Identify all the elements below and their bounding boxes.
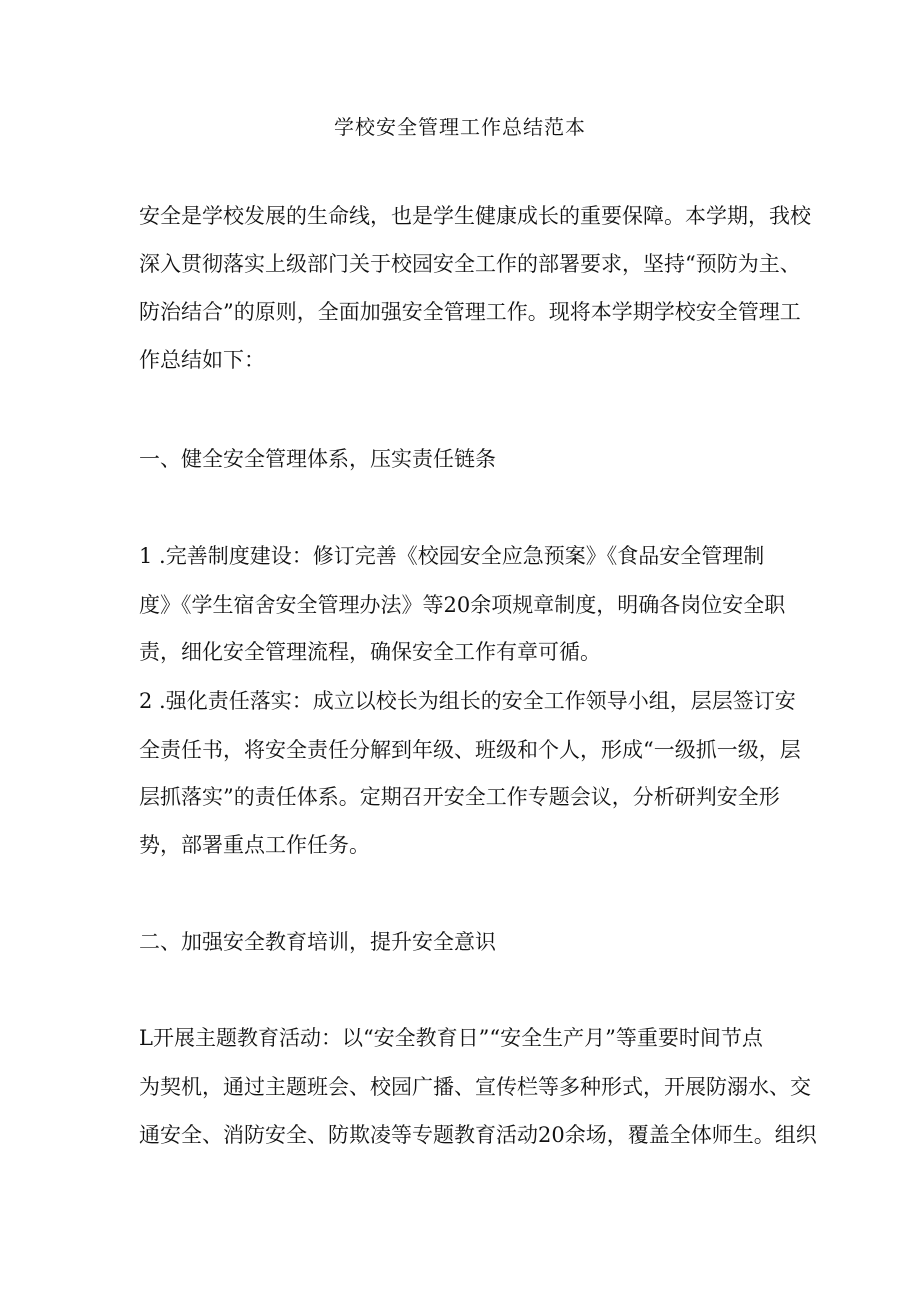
- intro-line: 深入贯彻落实上级部门关于校园安全工作的部署要求，坚持“预防为主、: [139, 252, 801, 276]
- intro-line: 防治结合”的原则，全面加强安全管理工作。现将本学期学校安全管理工: [139, 300, 801, 324]
- section-1-item-1-line: 1 .完善制度建设：修订完善《校园安全应急预案》《食品安全管理制: [139, 544, 765, 568]
- section-2-item-1-line: 为契机，通过主题班会、校园广播、宣传栏等多种形式，开展防溺水、交: [139, 1075, 811, 1099]
- section-2-item-1-line: 通安全、消防安全、防欺凌等专题教育活动20余场，覆盖全体师生。组织: [139, 1123, 817, 1147]
- section-1-item-2-line: 2 .强化责任落实：成立以校长为组长的安全工作领导小组，层层签订安: [139, 689, 796, 713]
- section-2-heading: 二、加强安全教育培训，提升安全意识: [139, 930, 496, 954]
- section-1-item-1-line: 度》《学生宿舍安全管理办法》等20余项规章制度，明确各岗位安全职: [139, 593, 786, 617]
- section-2-item-1-line: L开展主题教育活动：以“安全教育日”“安全生产月”等重要时间节点: [139, 1026, 763, 1050]
- section-1-item-2-line: 势，部署重点工作任务。: [139, 833, 370, 857]
- intro-line: 作总结如下：: [139, 348, 265, 372]
- section-1-heading: 一、健全安全管理体系，压实责任链条: [139, 447, 496, 471]
- section-1-item-2-line: 层抓落实”的责任体系。定期召开安全工作专题会议，分析研判安全形: [139, 785, 780, 809]
- section-1-item-2-line: 全责任书，将安全责任分解到年级、班级和个人，形成“一级抓一级，层: [139, 738, 801, 762]
- intro-line: 安全是学校发展的生命线，也是学生健康成长的重要保障。本学期，我校: [139, 204, 811, 228]
- section-1-item-1-line: 责，细化安全管理流程，确保安全工作有章可循。: [139, 640, 601, 664]
- document-title: 学校安全管理工作总结范本: [334, 115, 586, 139]
